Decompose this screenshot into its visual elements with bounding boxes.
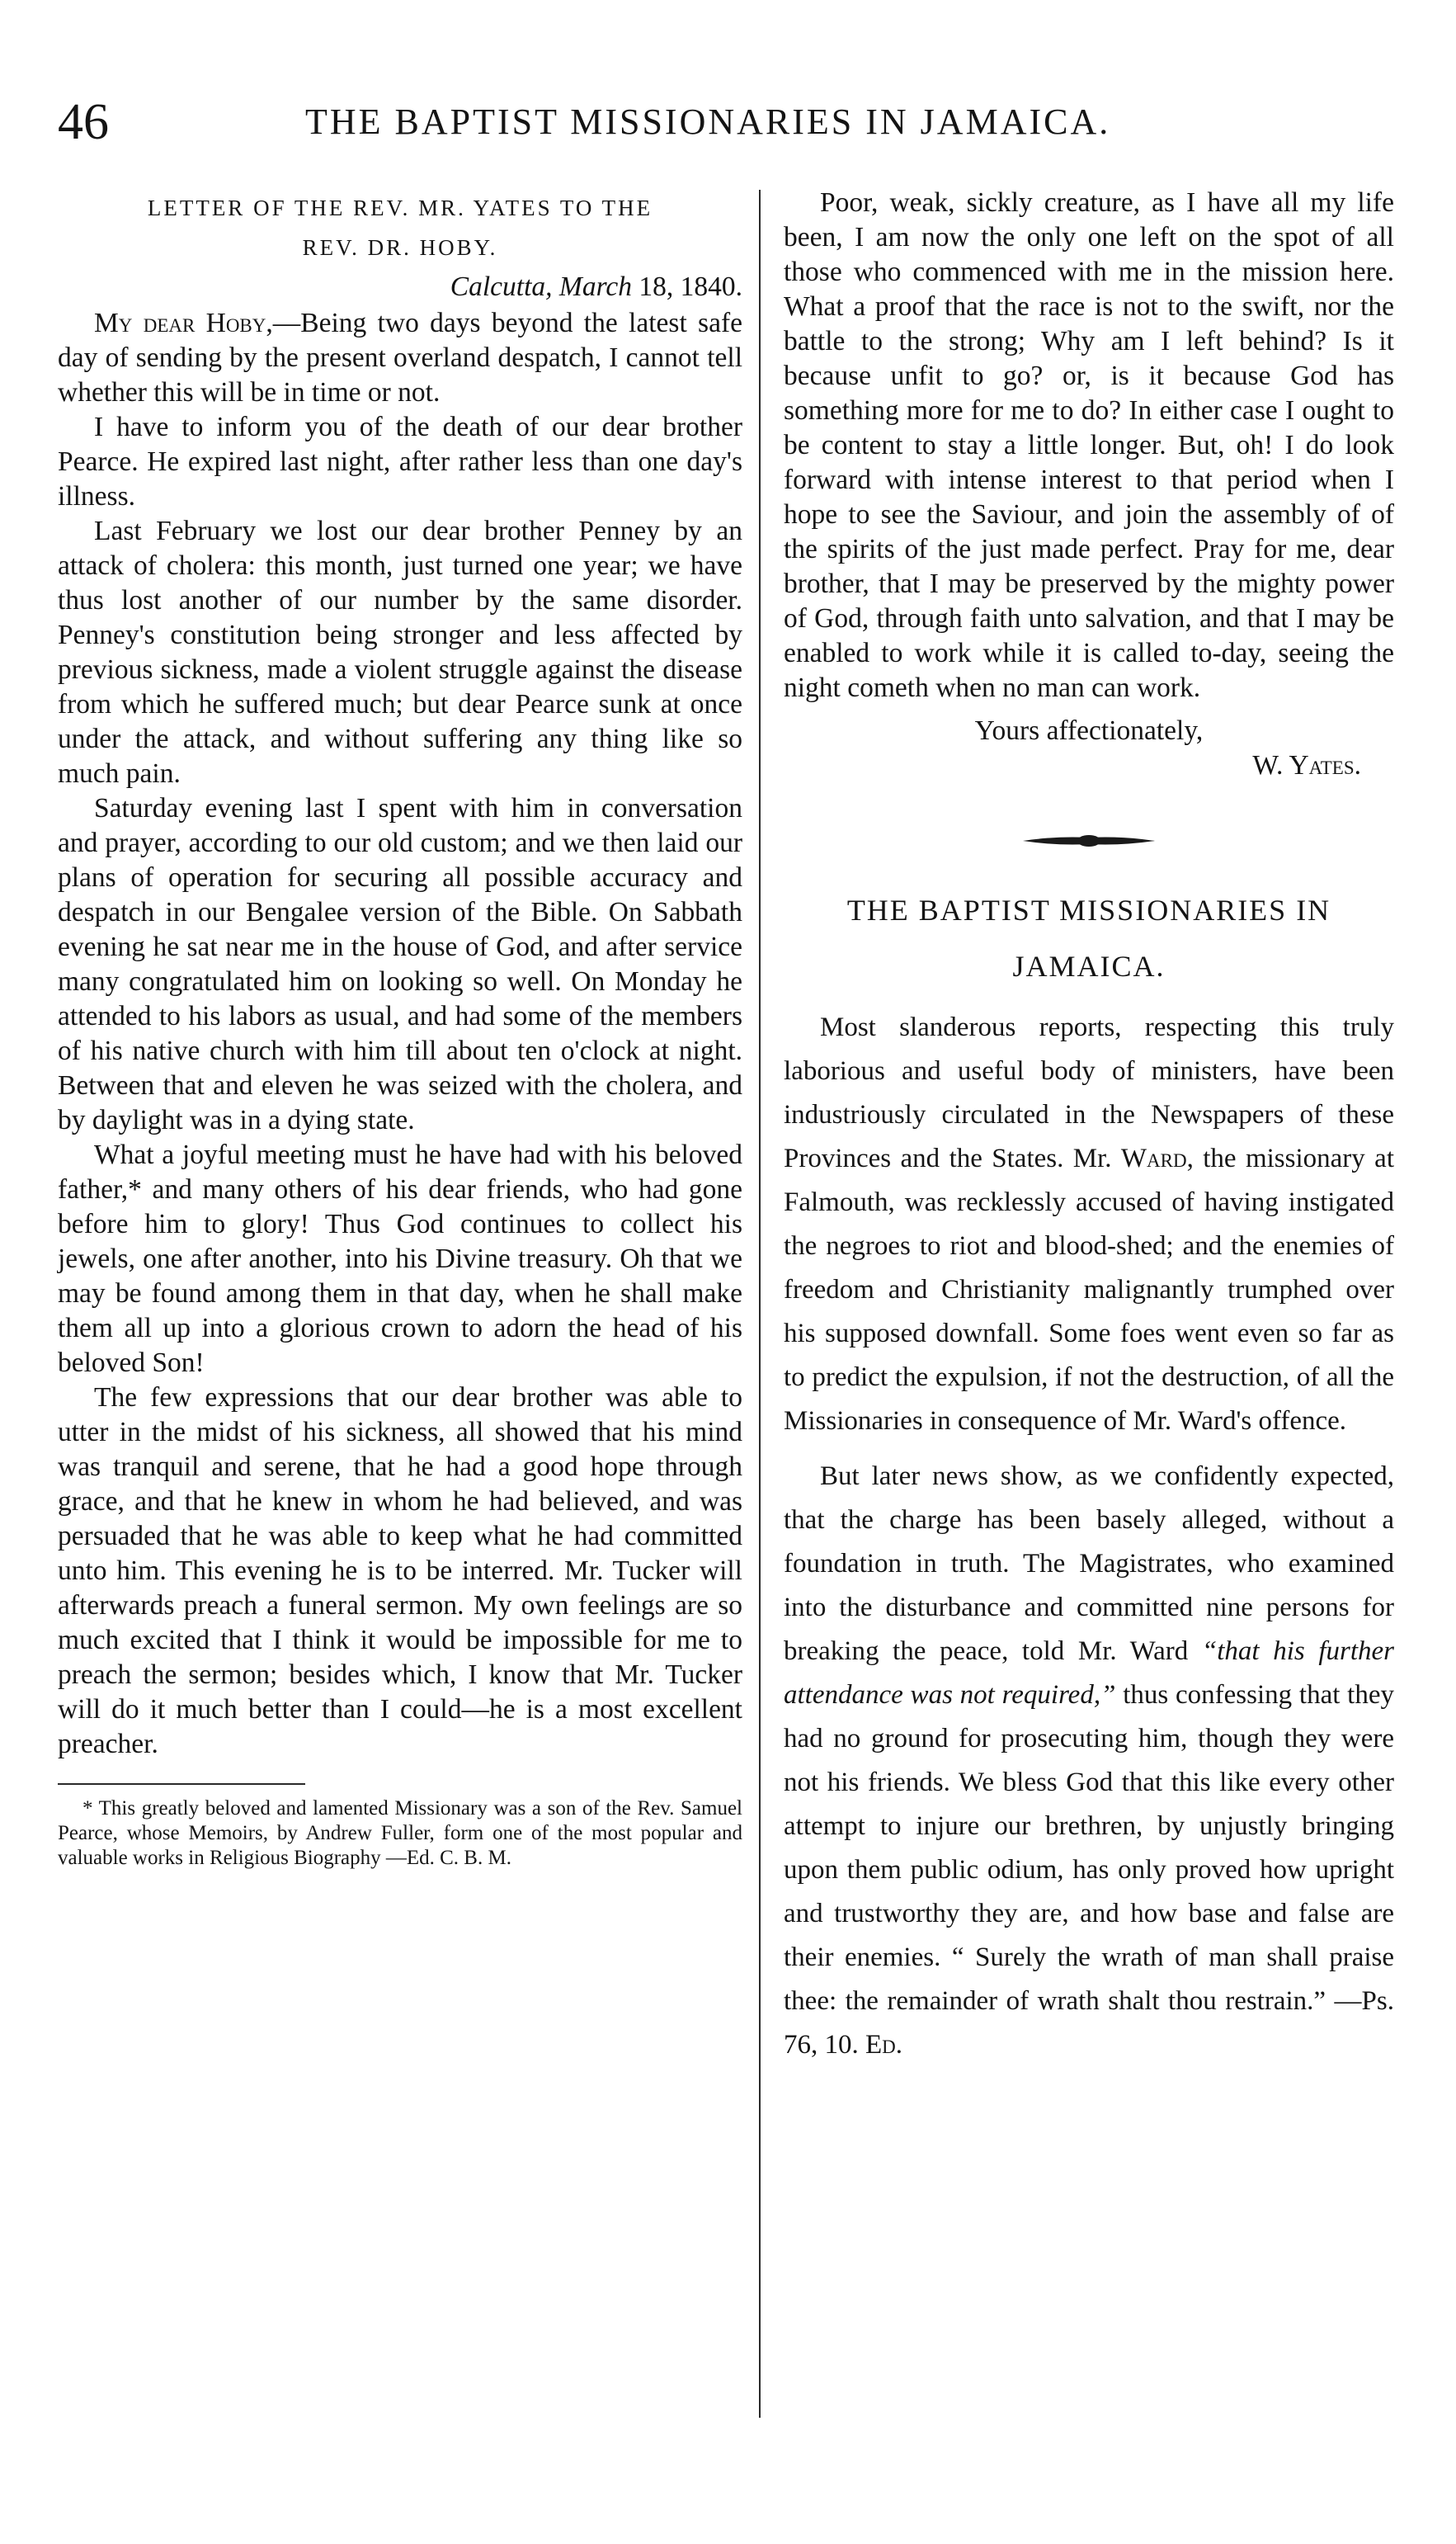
- letter-paragraph-5: What a joyful meeting must he have had with his beloved father,* and many others of his dear friends, who had gone before him to glory! Thus God continues to collect his jewels, one after another, into his Divine treasury. Oh that we may be found among them in that day, when he shall make them all up into a glorious crown to adorn the head of his beloved Son!: [58, 1140, 742, 1378]
- letter-dateline: [58, 270, 742, 304]
- footnote-rule: [58, 1783, 305, 1785]
- signature-name: W. Yates.: [1252, 750, 1361, 781]
- letter-salutation: My dear Hoby,: [94, 308, 273, 338]
- column-divider: [759, 190, 761, 2418]
- running-head: [58, 89, 1237, 155]
- right-column: [784, 186, 1394, 2067]
- letter-paragraph-2: I have to inform you of the death of our dear brother Pearce. He expired last night, after rather less than one day's illness.: [58, 412, 742, 512]
- running-title: THE BAPTIST MISSIONARIES IN JAMAICA.: [305, 101, 1111, 142]
- letter-paragraph-7: Poor, weak, sickly creature, as I have all my life been, I am now the only one left on the spot of all those who commenced with me in the mission here. What a proof that the race is not to the swift, nor the battle to the strong; Why am I left behind? Is it because unfit to go? or, is it because God has something more for me to do? In either case I ought to be content to stay a little longer. But, oh! I do look forward with intense interest to that period when I hope to see the Saviour, and join the assembly of of the spirits of the just made perfect. Pray for me, dear brother, that I may be preserved by the mighty power of God, through faith unto salvation, and that I may be enabled to work while it is called to-day, seeing the night cometh when no man can work.: [784, 187, 1394, 703]
- article-title-line1: THE BAPTIST MISSIONARIES IN: [846, 894, 1331, 927]
- page-number: 46: [58, 94, 109, 150]
- dateline-date: 18, 1840.: [638, 271, 742, 302]
- article: [784, 882, 1394, 2067]
- article-p1-after: , the missionary at Falmouth, was recklessly accused of having instigated the negroes to riot and blood-shed; and the enemies of freedom and Christianity malignantly trumphed over his supposed downfall. Some foes went even so far as to predict the expulsion, if not the destruction, of all the Missionaries in consequence of Mr. Ward's offence.: [784, 1144, 1394, 1436]
- section-ornament: [1023, 833, 1155, 849]
- left-column: [58, 186, 742, 1871]
- article-paragraph-2: [784, 1455, 1394, 2067]
- article-editor-mark: Ed.: [865, 2030, 903, 2060]
- article-paragraph-1: [784, 1006, 1394, 1443]
- dateline-place: Calcutta, March: [450, 271, 632, 302]
- letter-paragraph-3: Last February we lost our dear brother Penney by an attack of cholera: this month, just turned one year; we have thus lost another of our number by the same disorder. Penney's constitution being stronger and less affected by previous sickness, made a violent struggle against the disease from which he suffered much; but dear Pearce sunk at once under the attack, and without suffering any thing like so much pain.: [58, 516, 742, 789]
- article-p2-before: But later news show, as we confidently expected, that the charge has been basely alleged, without a foundation in truth. The Magistrates, who examined into the disturbance and committed nine persons for breaking the peace, told Mr. Ward: [784, 1461, 1394, 1666]
- article-p1-before: Most slanderous reports, respecting this truly laborious and useful body of ministers, have been industriously circulated in the Newspapers of these Provinces and the States. Mr.: [784, 1012, 1394, 1173]
- letter-title-line2: REV. DR. HOBY.: [302, 235, 498, 260]
- article-p2-quote: “that his further attendance was not required,”: [784, 1636, 1394, 1710]
- letter-paragraph-4: Saturday evening last I spent with him in conversation and prayer, according to our old custom; and we then laid our plans of operation for securing all possible accuracy and despatch in our Bengalee version of the Bible. On Sabbath evening he sat near me in the house of God, and after service many congratulated him on looking so well. On Monday he attended to his labors as usual, and had some of the members of his native church with him till about ten o'clock at night. Between that and eleven he was seized with the cholera, and by daylight was in a dying state.: [58, 793, 742, 1135]
- letter-title-line1: LETTER OF THE REV. MR. YATES TO THE: [147, 196, 653, 220]
- article-title-line2: JAMAICA.: [1012, 950, 1166, 983]
- article-p1-name: Ward: [1120, 1144, 1187, 1173]
- letter-paragraph-1-text: —Being two days beyond the latest safe day of sending by the present overland despatch, I cannot tell whether this will be in time or not.: [58, 308, 742, 408]
- letter-paragraph-6: The few expressions that our dear brother was able to utter in the midst of his sickness, all showed that his mind was tranquil and serene, that he had a good hope through grace, and that he knew in whom he had believed, and was persuaded that he was able to keep what he had committed unto him. This evening he is to be interred. Mr. Tucker will afterwards preach a funeral sermon. My own feelings are so much excited that I think it would be impossible for me to preach the sermon; besides which, I know that Mr. Tucker will do it much better than I could—he is a most excellent preacher.: [58, 1382, 742, 1759]
- footnote: * This greatly beloved and lamented Missionary was a son of the Rev. Samuel Pearce, whose Memoirs, by Andrew Fuller, form one of the most popular and valuable works in Religious Biography —Ed. C. B. M.: [58, 1797, 742, 1869]
- letter-paragraph-1: [58, 306, 742, 410]
- letter-signature: [784, 748, 1394, 783]
- article-p2-after: thus confessing that they had no ground for prosecuting him, though they were not his friends. We bless God that this like every other attempt to injure our brethren, by unjustly bringing upon them public odium, has only proved how upright and trustworthy they are, and how base and false are their enemies. “ Surely the wrath of man shall praise thee: the remainder of wrath shalt thou restrain.” —Ps. 76, 10.: [784, 1680, 1394, 2060]
- letter-closing: Yours affectionately,: [974, 715, 1204, 746]
- article-title: [784, 882, 1394, 994]
